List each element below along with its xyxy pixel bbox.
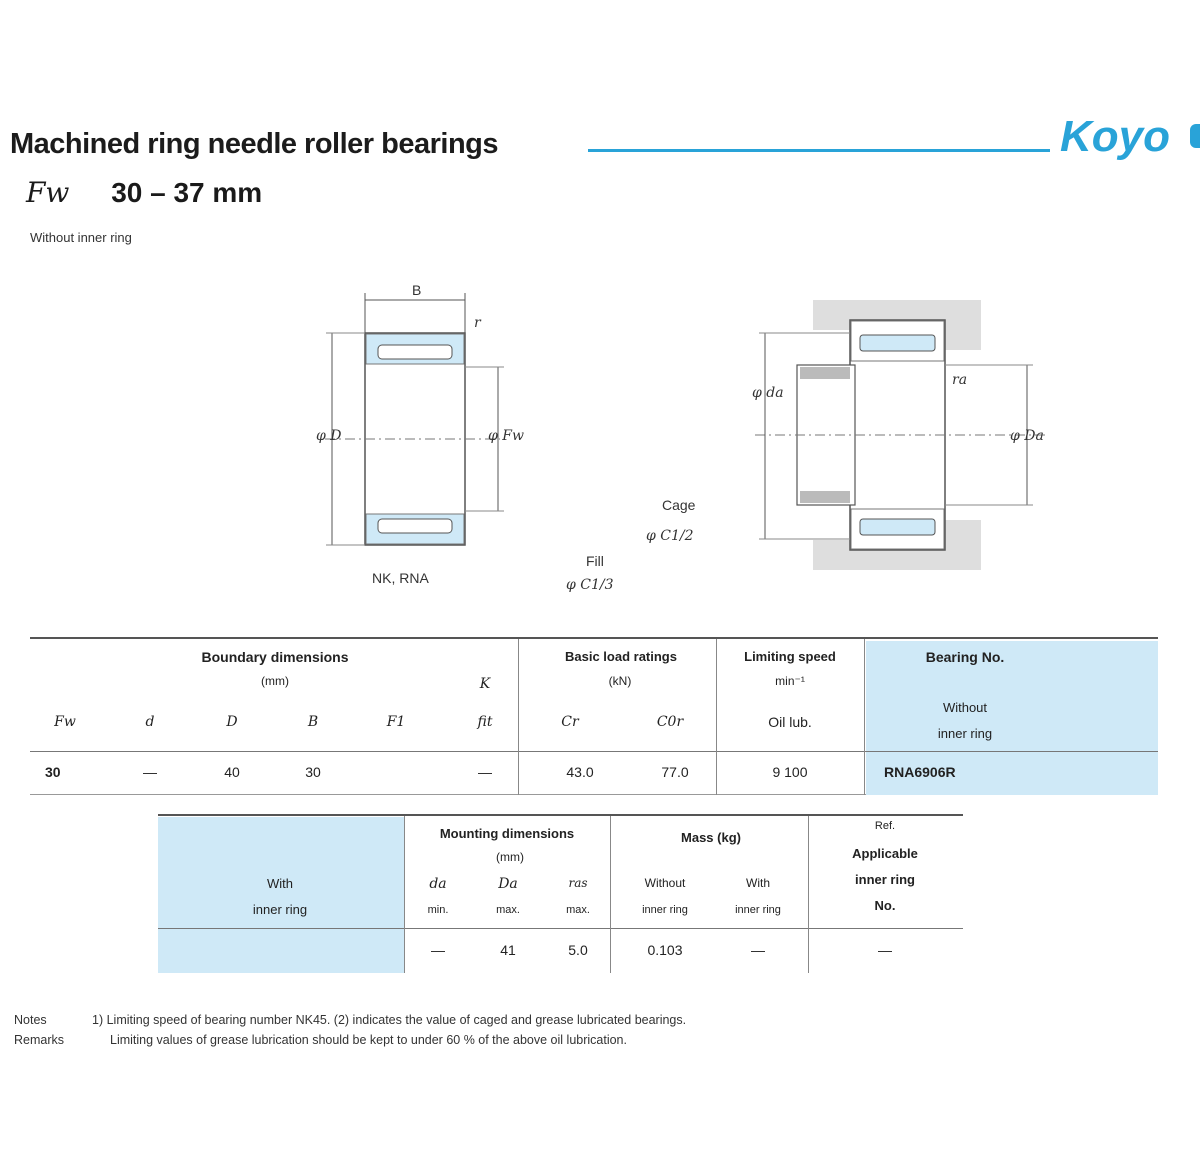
- header-boundary-unit: (mm): [261, 674, 289, 688]
- header-basic-load: Basic load ratings: [565, 649, 677, 664]
- header-bearing-no: Bearing No.: [925, 649, 1005, 665]
- col-mass-without: Without: [644, 876, 686, 890]
- row-d: —: [143, 764, 157, 780]
- header-with-inner-ring: inner ring: [252, 902, 308, 917]
- label-fw: φ Fw: [488, 428, 524, 444]
- label-cage-sub: φ C1/2: [646, 528, 694, 544]
- header-mounting-unit: (mm): [496, 850, 524, 864]
- col-ras: ras: [568, 876, 588, 890]
- col-da-outer-sub: max.: [496, 904, 520, 916]
- size-range: [26, 176, 262, 209]
- label-series: NK, RNA: [372, 570, 429, 586]
- header-applicable: Applicable: [852, 846, 918, 861]
- row-bearing-no: RNA6906R: [884, 764, 956, 780]
- label-fill: Fill: [586, 553, 604, 569]
- notes-text: 1) Limiting speed of bearing number NK45. (2) indicates the value of caged and grease lubricated bearings.: [92, 1013, 687, 1027]
- row-d-outer: 40: [224, 764, 240, 780]
- page-title: Machined ring needle roller bearings: [10, 128, 499, 160]
- range-text: 30 – 37 mm: [111, 177, 263, 208]
- header-limiting: Limiting speed: [744, 649, 836, 664]
- header-inner-ring: inner ring: [937, 726, 993, 741]
- col-mass-without-sub: inner ring: [642, 904, 688, 916]
- col-mass-with: With: [746, 876, 770, 890]
- mounting-drawing: [745, 295, 1055, 580]
- col-b: B: [307, 714, 319, 730]
- row-mass-without: 0.103: [647, 942, 683, 958]
- header-without: Without: [942, 700, 988, 715]
- label-r: r: [474, 315, 481, 331]
- remarks-label: Remarks: [14, 1033, 65, 1047]
- col-d-outer: D: [226, 714, 238, 730]
- header-applicable-2: inner ring: [855, 872, 915, 887]
- label-ra: ra: [952, 372, 968, 388]
- header-limiting-unit: min⁻¹: [775, 674, 805, 688]
- row-b: 30: [305, 764, 321, 780]
- label-b: B: [412, 282, 422, 298]
- row-applicable: —: [878, 942, 892, 958]
- row-cr: 43.0: [566, 764, 594, 780]
- remarks-text: Limiting values of grease lubrication should be kept to under 60 % of the above oil lubrication.: [110, 1033, 627, 1047]
- header-basic-load-unit: (kN): [608, 674, 632, 688]
- header-boundary: Boundary dimensions: [201, 649, 349, 665]
- col-da: da: [429, 876, 447, 892]
- row-ras: 5.0: [568, 942, 588, 958]
- title-rule: [588, 149, 1050, 152]
- row-da: —: [431, 942, 445, 958]
- label-d-outer: φ D: [316, 428, 342, 444]
- col-da-outer: Da: [498, 876, 518, 892]
- label-da: φ da: [752, 385, 784, 401]
- header-ref: Ref.: [874, 820, 896, 832]
- col-ras-sub: max.: [566, 904, 590, 916]
- fw-symbol: Fw: [26, 176, 70, 209]
- brand-tab: [1190, 124, 1200, 148]
- col-c0r: C0r: [656, 714, 684, 730]
- col-d: d: [145, 714, 155, 730]
- caption: Without inner ring: [30, 230, 132, 245]
- col-cr: Cr: [561, 714, 579, 730]
- row-fw: 30: [45, 764, 61, 780]
- header-fit: K: [479, 676, 491, 692]
- row-oil: 9 100: [772, 764, 808, 780]
- col-da-sub: min.: [427, 904, 449, 916]
- row-da-outer: 41: [500, 942, 516, 958]
- header-mounting: Mounting dimensions: [439, 826, 575, 841]
- header-applicable-3: No.: [874, 898, 896, 913]
- label-cage: Cage: [662, 497, 696, 513]
- header-mass: Mass (kg): [681, 830, 741, 845]
- with-inner-ring-highlight: [158, 817, 404, 973]
- col-fw: Fw: [54, 714, 76, 730]
- row-mass-with: —: [751, 942, 765, 958]
- row-fit: —: [478, 764, 492, 780]
- label-fill-sub: φ C1/3: [566, 577, 614, 593]
- row-c0r: 77.0: [661, 764, 689, 780]
- col-fit: fit: [477, 714, 493, 730]
- col-f1: F1: [386, 714, 406, 730]
- label-da-max: φ Da: [1010, 428, 1044, 444]
- col-oil: Oil lub.: [768, 714, 812, 730]
- brand-logo: Koyo: [1060, 112, 1170, 161]
- header-with: With: [267, 876, 293, 891]
- col-mass-with-sub: inner ring: [735, 904, 781, 916]
- notes-label: Notes: [14, 1013, 47, 1027]
